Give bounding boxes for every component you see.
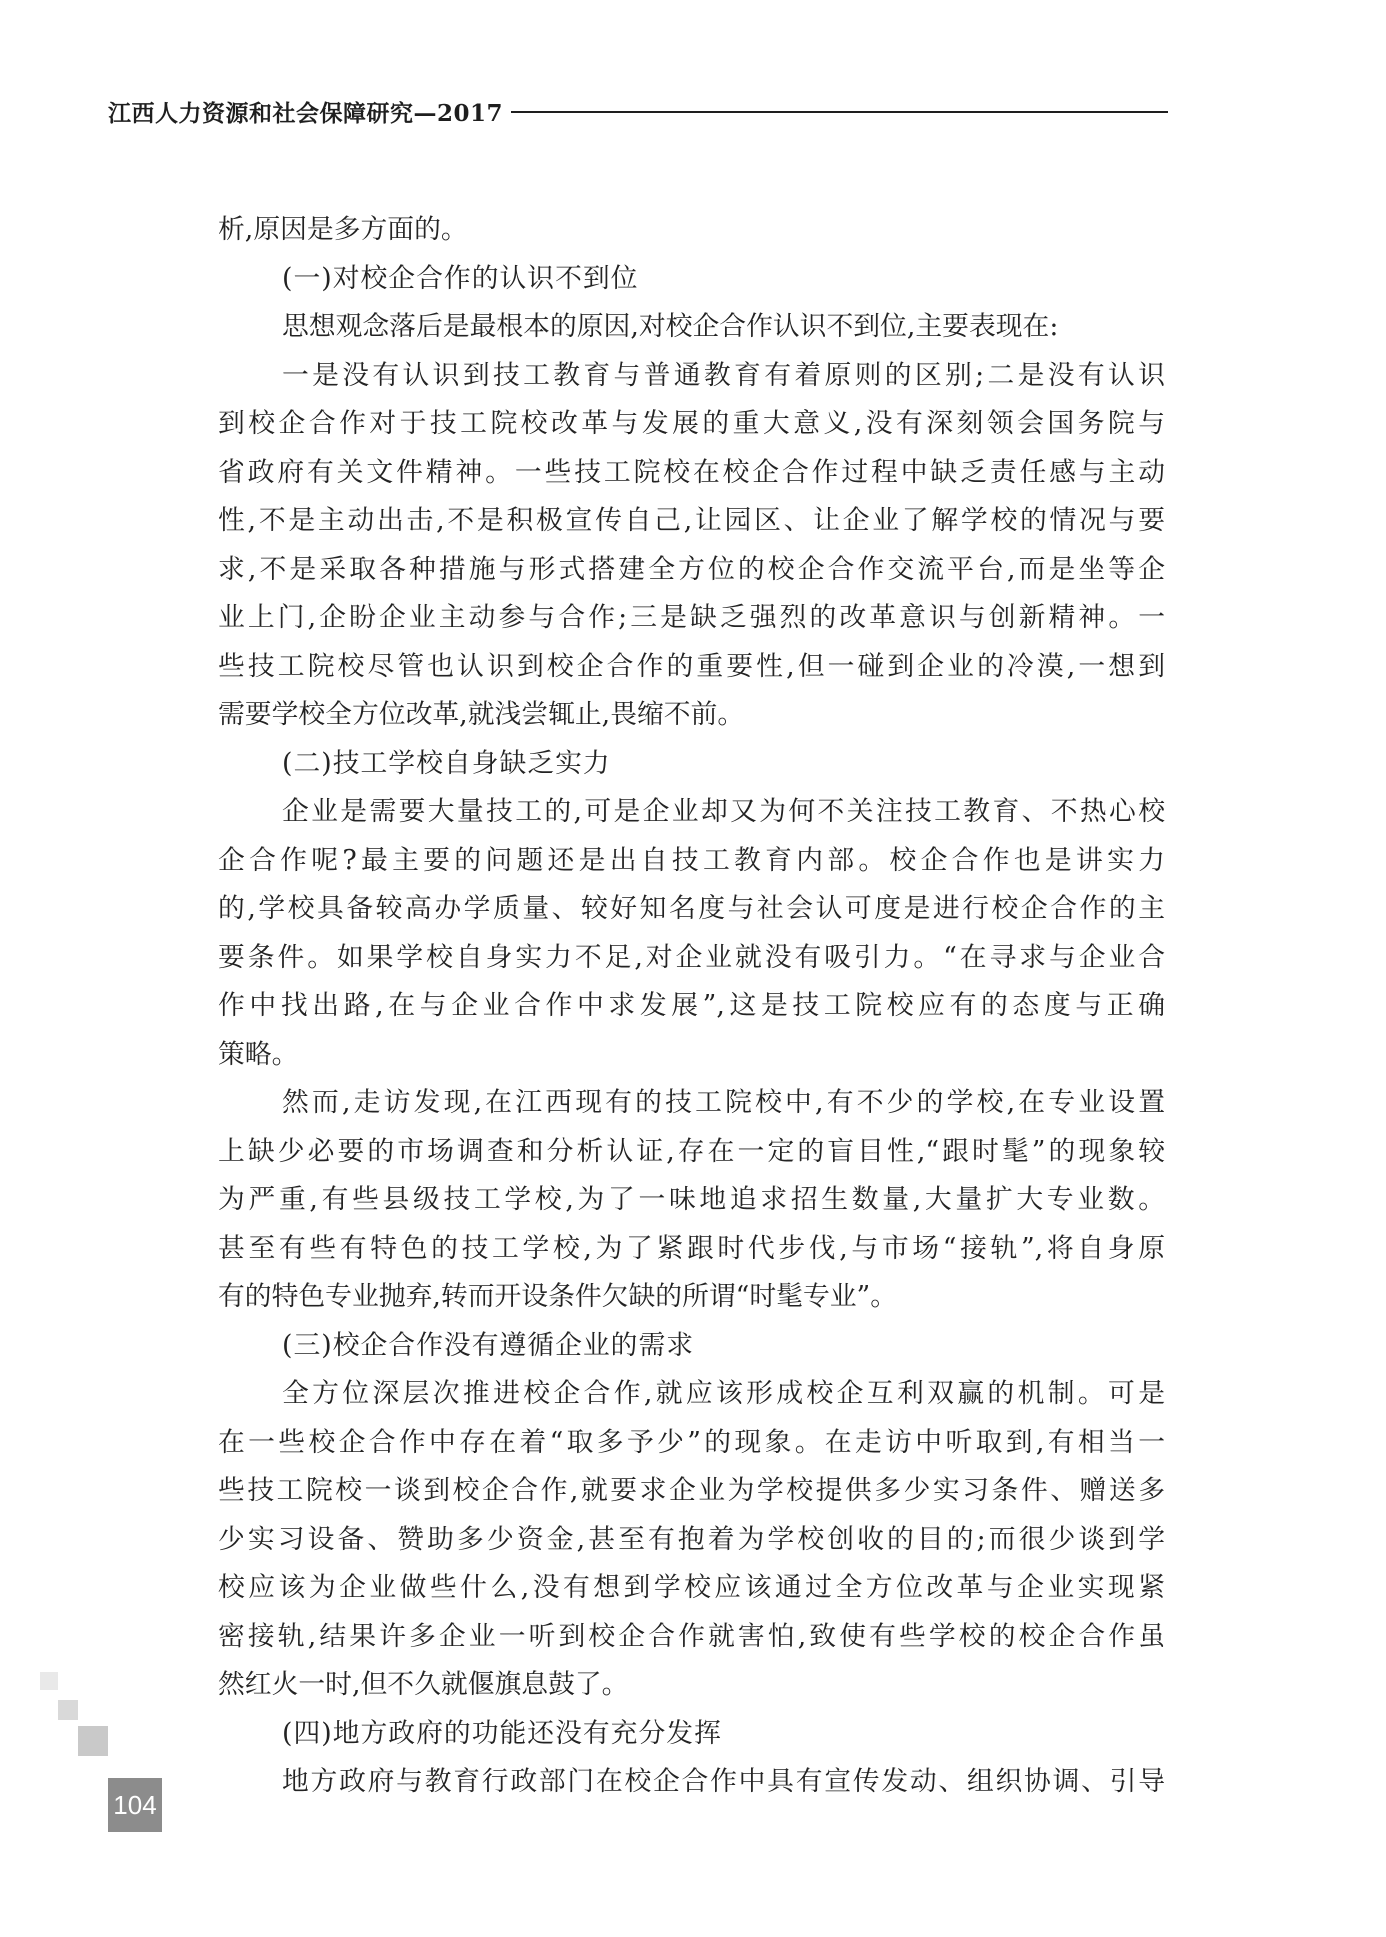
decorative-square [58, 1700, 78, 1720]
page-number: 104 [113, 1789, 157, 1820]
text-line: 析,原因是多方面的。 [218, 214, 468, 245]
running-header [108, 94, 1168, 128]
text-line: 企业是需要大量技工的,可是企业却又为何不关注技工教育、不热心校 [282, 796, 1165, 827]
text-line: 思想观念落后是最根本的原因,对校企合作认识不到位,主要表现在: [282, 311, 1059, 342]
decorative-square [78, 1726, 108, 1756]
text-line: 全方位深层次推进校企合作,就应该形成校企互利双赢的机制。可是 [282, 1378, 1165, 1409]
text-line: 需要学校全方位改革,就浅尝辄止,畏缩不前。 [218, 699, 745, 730]
text-line: 企合作呢?最主要的问题还是出自技工教育内部。校企合作也是讲实力 [218, 844, 1165, 876]
text-line: 一是没有认识到技工教育与普通教育有着原则的区别;二是没有认识 [282, 359, 1165, 391]
section-heading: (一)对校企合作的认识不到位 [282, 262, 639, 294]
text-line: 的,学校具备较高办学质量、较好知名度与社会认可度是进行校企合作的主 [218, 893, 1165, 924]
section-heading: (四)地方政府的功能还没有充分发挥 [282, 1717, 722, 1749]
text-line: 省政府有关文件精神。一些技工院校在校企合作过程中缺乏责任感与主动 [218, 456, 1165, 488]
text-line: 到校企合作对于技工院校改革与发展的重大意义,没有深刻领会国务院与 [218, 408, 1165, 439]
text-line: 上缺少必要的市场调查和分析认证,存在一定的盲目性,“跟时髦”的现象较 [218, 1135, 1165, 1167]
text-line: 然红火一时,但不久就偃旗息鼓了。 [218, 1669, 629, 1700]
text-line: 在一些校企合作中存在着“取多予少”的现象。在走访中听取到,有相当一 [218, 1426, 1165, 1458]
text-line: 求,不是采取各种措施与形式搭建全方位的校企合作交流平台,而是坐等企 [218, 553, 1165, 585]
page-number-box [108, 1778, 162, 1832]
text-line: 业上门,企盼企业主动参与合作;三是缺乏强烈的改革意识与创新精神。一 [218, 602, 1165, 633]
text-line: 作中找出路,在与企业合作中求发展”,这是技工院校应有的态度与正确 [218, 990, 1165, 1021]
text-line: 些技工院校尽管也认识到校企合作的重要性,但一碰到企业的冷漠,一想到 [218, 650, 1165, 682]
text-line: 校应该为企业做些什么,没有想到学校应该通过全方位改革与企业实现紧 [218, 1572, 1165, 1603]
text-line: 密接轨,结果许多企业一听到校企合作就害怕,致使有些学校的校企合作虽 [218, 1620, 1165, 1652]
section-heading: (三)校企合作没有遵循企业的需求 [282, 1329, 695, 1361]
text-line: 性,不是主动出击,不是积极宣传自己,让园区、让企业了解学校的情况与要 [218, 505, 1165, 536]
decorative-square [40, 1672, 58, 1690]
text-line: 少实习设备、赞助多少资金,甚至有抱着为学校创收的目的;而很少谈到学 [218, 1523, 1165, 1555]
text-line: 策略。 [218, 1038, 299, 1070]
body-text [218, 206, 1165, 1807]
running-title: 江西人力资源和社会保障研究—2017 [108, 99, 504, 127]
text-line: 然而,走访发现,在江西现有的技工院校中,有不少的学校,在专业设置 [282, 1087, 1165, 1118]
section-heading: (二)技工学校自身缺乏实力 [282, 747, 611, 779]
text-line: 有的特色专业抛弃,转而开设条件欠缺的所谓“时髦专业”。 [218, 1281, 898, 1312]
text-line: 甚至有些有特色的技工学校,为了紧跟时代步伐,与市场“接轨”,将自身原 [218, 1232, 1165, 1264]
text-line: 要条件。如果学校自身实力不足,对企业就没有吸引力。“在寻求与企业合 [218, 941, 1165, 973]
text-line: 地方政府与教育行政部门在校企合作中具有宣传发动、组织协调、引导 [282, 1766, 1165, 1797]
text-line: 为严重,有些县级技工学校,为了一味地追求招生数量,大量扩大专业数。 [218, 1184, 1165, 1215]
text-line: 些技工院校一谈到校企合作,就要求企业为学校提供多少实习条件、赠送多 [218, 1475, 1165, 1506]
header-rule [511, 111, 1168, 113]
